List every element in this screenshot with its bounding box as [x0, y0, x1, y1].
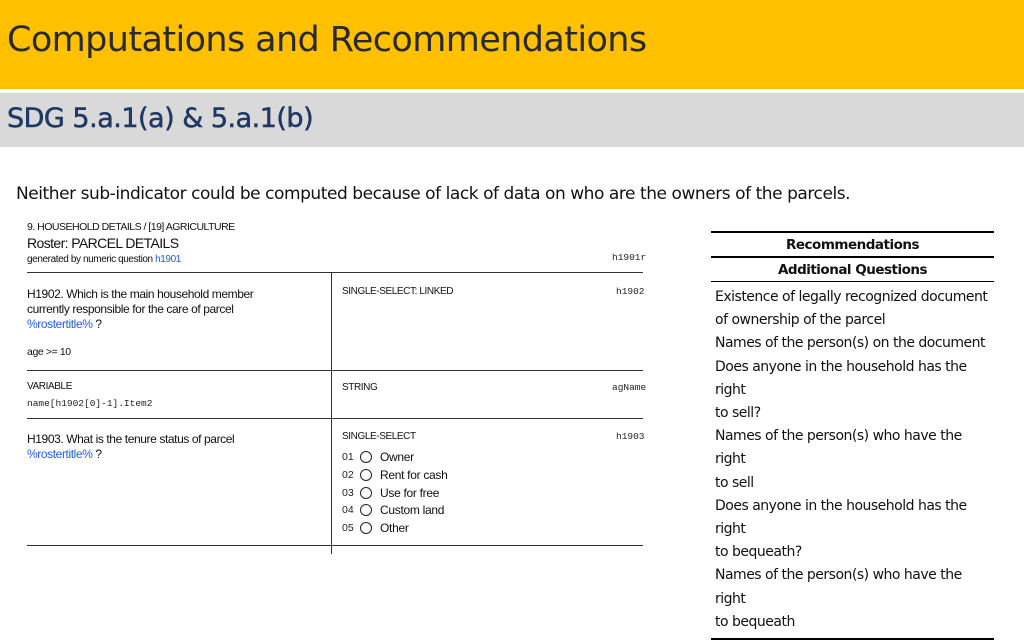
q2-type: SINGLE-SELECT — [342, 431, 416, 442]
radio-button[interactable] — [360, 451, 372, 463]
list-item: Existence of legally recognized document — [715, 289, 988, 305]
section-path: 9. HOUSEHOLD DETAILS / [19] AGRICULTURE — [27, 221, 235, 233]
option-label: Custom land — [380, 503, 445, 517]
option-code: 02 — [342, 469, 354, 481]
list-item: to sell? — [715, 405, 761, 422]
q1-text-line1: H1902. Which is the main household member — [27, 287, 254, 301]
list-item: Names of the person(s) who have the right — [715, 567, 962, 607]
option-code: 03 — [342, 487, 354, 499]
q2-var: h1903 — [616, 431, 645, 442]
q2-suffix: ? — [92, 447, 102, 461]
list-item: to bequeath — [715, 613, 795, 630]
q1-token: %rostertitle% — [27, 317, 93, 331]
list-item: Names of the person(s) on the document — [715, 335, 986, 352]
recommendations-header: Recommendations — [785, 237, 919, 253]
q1-var: h1902 — [616, 286, 645, 297]
generated-by-var: h1901 — [155, 254, 181, 265]
q2-text-line1: H1903. What is the tenure status of parcel — [27, 432, 235, 446]
divider — [27, 545, 643, 546]
q2-text-line2 — [27, 447, 102, 461]
radio-button[interactable] — [360, 487, 372, 499]
generated-by — [27, 254, 181, 265]
option-label: Other — [380, 521, 409, 535]
option-code: 04 — [342, 504, 354, 516]
additional-questions-header: Additional Questions — [777, 261, 928, 278]
option-label: Use for free — [380, 486, 440, 500]
q1-condition: age >= 10 — [27, 346, 71, 358]
q1-text-line2: currently responsible for the care of parcel — [27, 302, 234, 316]
list-item: of ownership of the parcel — [715, 312, 886, 329]
recommendations-list — [711, 282, 994, 638]
list-item: Names of the person(s) who have the right — [715, 428, 962, 468]
radio-button[interactable] — [360, 522, 372, 534]
slide-title: Computations and Recommendations — [7, 20, 647, 60]
option-label: Owner — [380, 450, 414, 464]
option-code: 05 — [342, 522, 354, 534]
roster-var: h1901r — [612, 252, 647, 263]
list-item: Does anyone in the household has the right — [715, 497, 967, 538]
q2-token: %rostertitle% — [27, 447, 93, 461]
divider — [27, 370, 643, 371]
divider — [27, 272, 643, 273]
q1-text-line3 — [27, 317, 102, 331]
q1-suffix: ? — [92, 317, 102, 331]
list-item: Does anyone in the household has the right — [715, 358, 967, 398]
column-divider — [331, 273, 332, 554]
variable-label: VARIABLE — [27, 381, 72, 392]
variable-type: STRING — [342, 382, 378, 393]
q1-type: SINGLE-SELECT: LINKED — [342, 286, 454, 297]
radio-button[interactable] — [360, 504, 372, 516]
slide-subtitle: SDG 5.a.1(a) & 5.a.1(b) — [7, 103, 314, 134]
radio-button[interactable] — [360, 469, 372, 481]
divider — [27, 418, 643, 419]
option-label: Rent for cash — [380, 468, 448, 482]
intro-text: Neither sub-indicator could be computed because of lack of data on who are the owners of the parcels. — [16, 184, 851, 204]
list-item: to sell — [715, 474, 754, 491]
option-code: 01 — [342, 451, 354, 463]
roster-title: Roster: PARCEL DETAILS — [27, 235, 179, 251]
variable-name: agName — [612, 382, 647, 393]
list-item: to bequeath? — [715, 544, 802, 561]
recommendations-table — [711, 231, 994, 640]
variable-expression: name[h1902[0]-1].Item2 — [27, 398, 153, 409]
generated-by-prefix: generated by numeric question — [27, 254, 156, 265]
